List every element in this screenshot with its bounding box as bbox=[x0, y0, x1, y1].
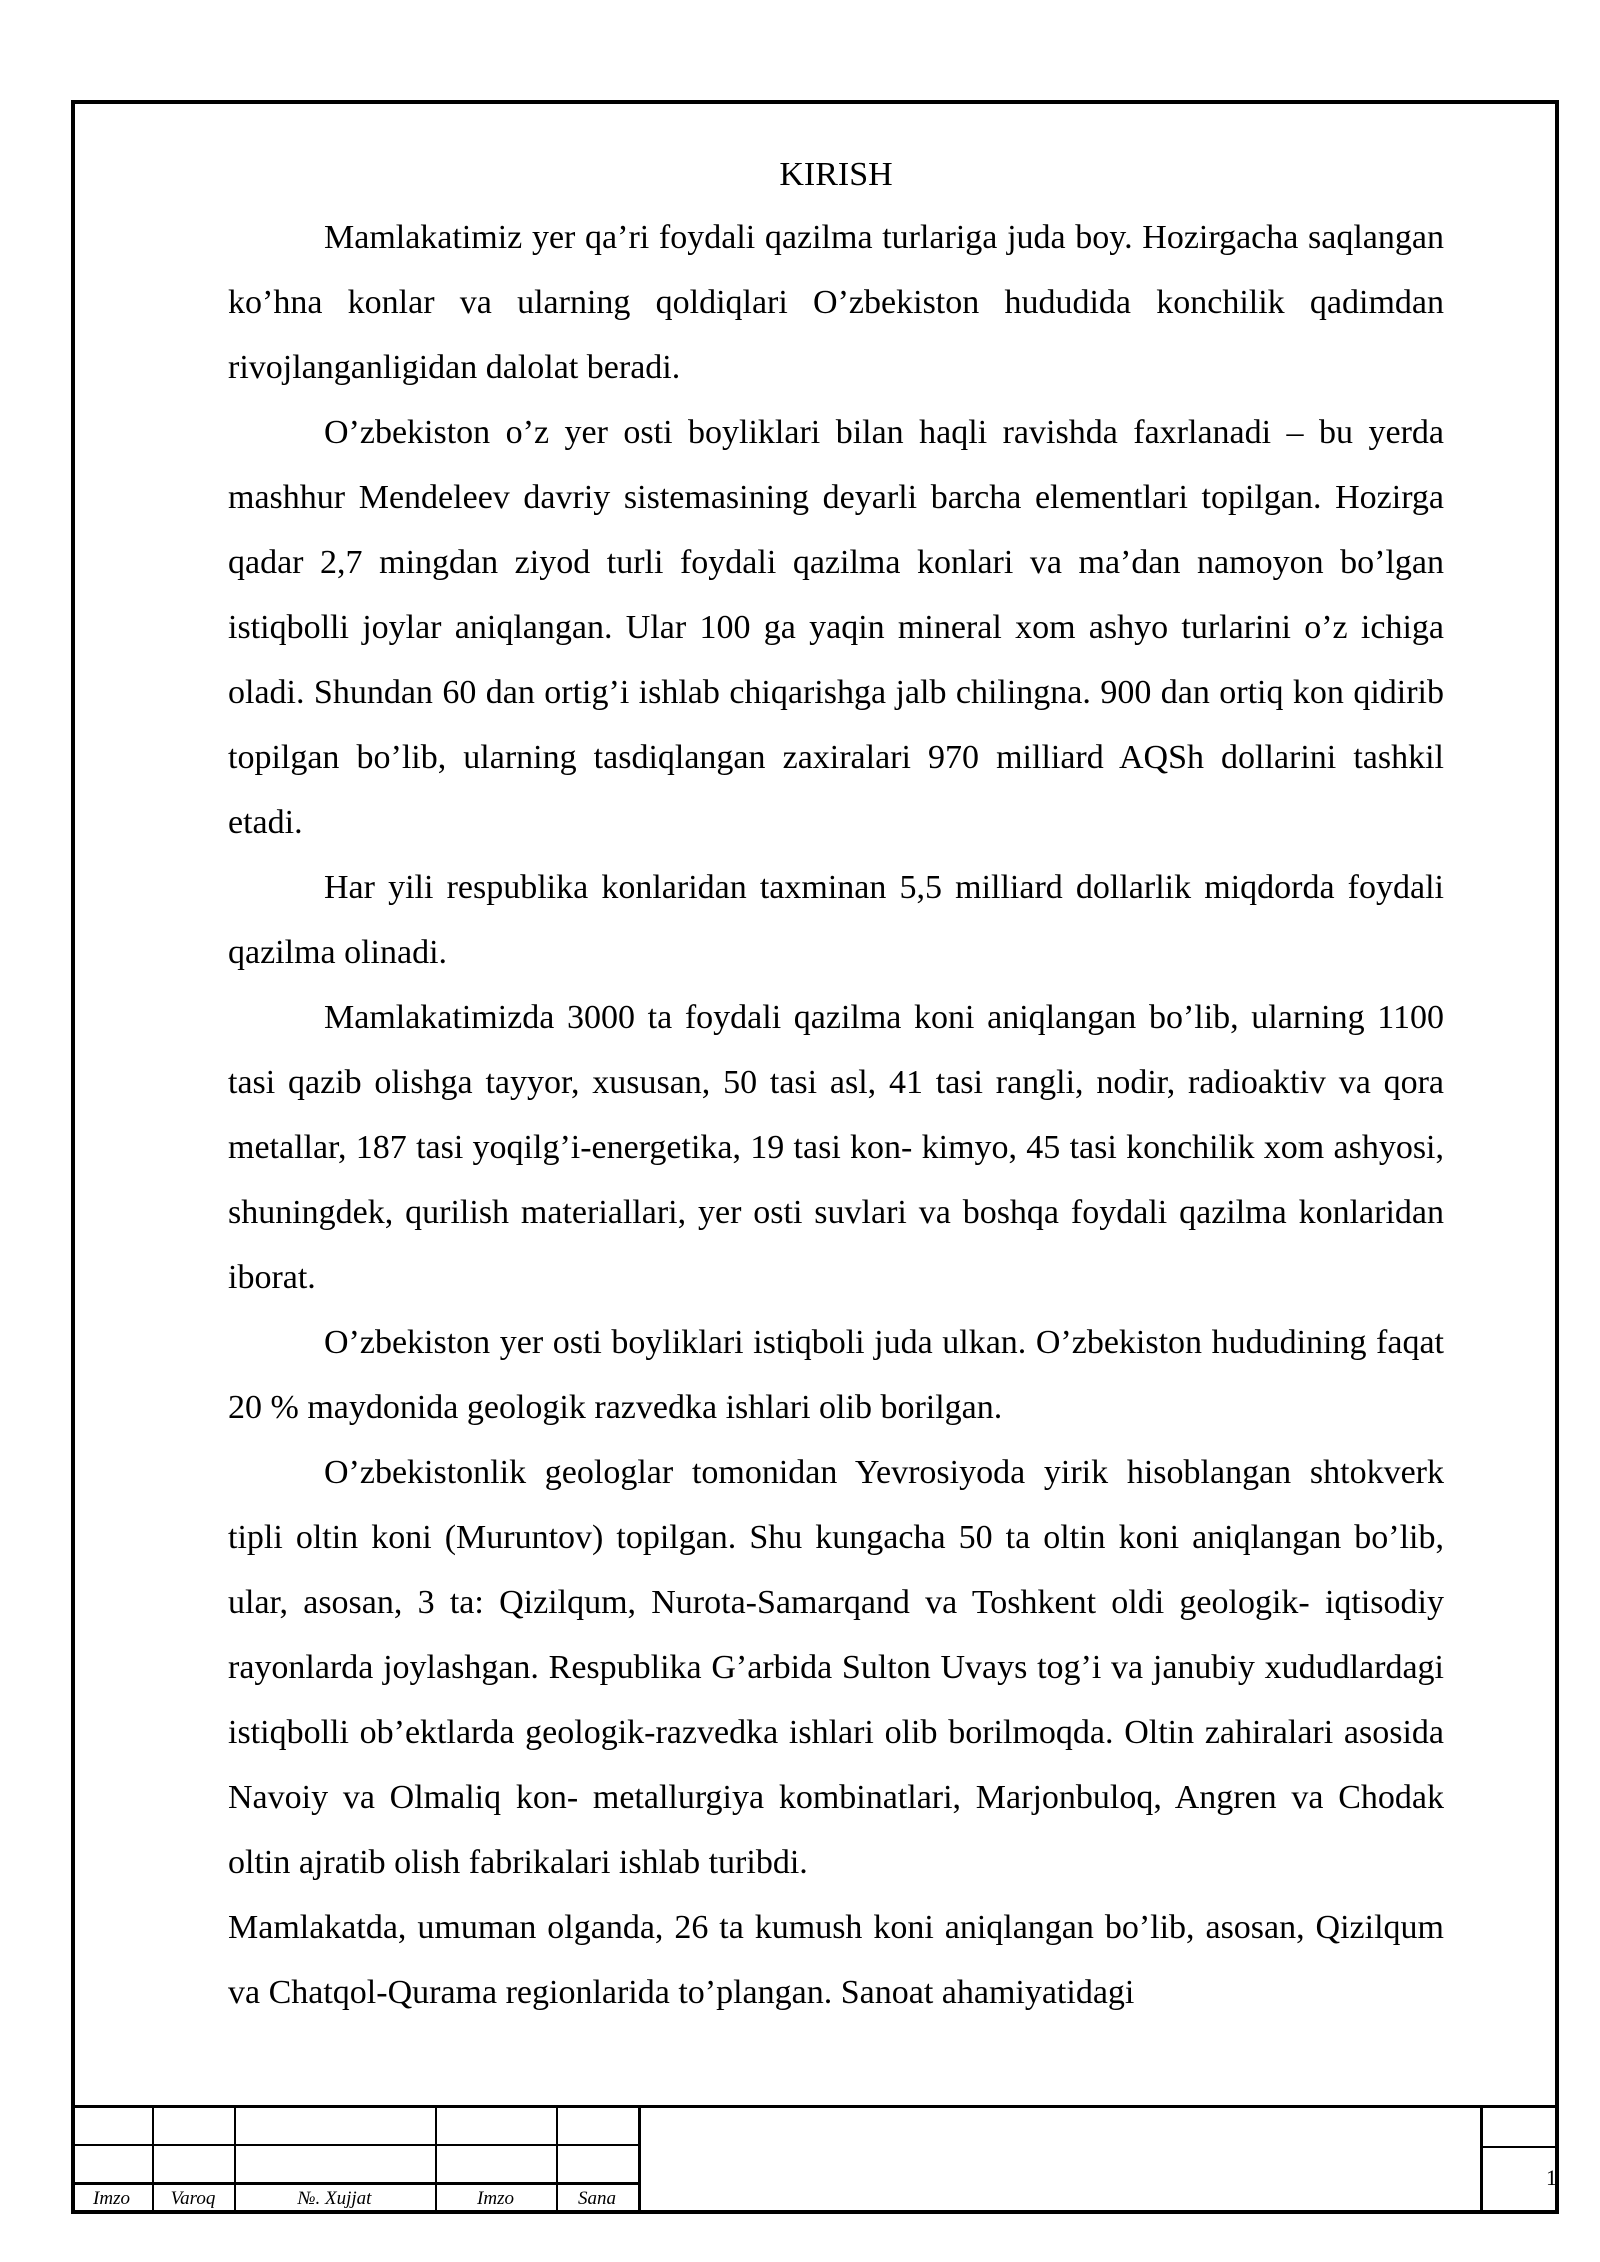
paragraph-5: O’zbekiston yer osti boyliklari istiqboli juda ulkan. O’zbekiston hududining faqat 20 % maydonida geologik razvedka ishlari olib borilgan. bbox=[228, 1324, 1444, 1426]
stamp-label-document-number: №. Xujjat bbox=[297, 2188, 372, 2209]
sheet-number-cell bbox=[1480, 2108, 1555, 2214]
document-heading: KIRISH bbox=[779, 156, 893, 193]
paragraph-6: O’zbekistonlik geologlar tomonidan Yevrosiyoda yirik hisoblangan shtokverk tipli oltin koni (Muruntov) topilgan. Shu kungacha 50 ta oltin koni aniqlangan bo’lib, ular, asosan, 3 ta: Qizilqum, Nurota-Samarqand va Toshkent oldi geologik- iqtisodiy rayonlarda joylashgan. Respublika G’arbida Sulton Uvays tog’i va janubiy xududlardagi istiqbolli ob’ektlarda geologik-razvedka ishlari olib borilmoqda. Oltin zahiralari asosida Navoiy va Olmaliq kon- metallurgiya kombinatlari, Marjonbuloq, Angren va Chodak oltin ajratib olish fabrikalari ishlab turibdi. bbox=[228, 1454, 1444, 1881]
page-number: 1 bbox=[1546, 2165, 1557, 2190]
paragraph-3: Har yili respublika konlaridan taxminan 5,5 milliard dollarlik miqdorda foydali qazilma olinadi. bbox=[228, 869, 1444, 971]
title-block-grid bbox=[71, 2108, 641, 2214]
stamp-label-date: Sana bbox=[578, 2188, 616, 2209]
stamp-label-sheet: Varoq bbox=[170, 2188, 216, 2209]
paragraph-2: O’zbekiston o’z yer osti boyliklari bilan haqli ravishda faxrlanadi – bu yerda mashhur Mendeleev davriy sistemasining deyarli barcha elementlari topilgan. Hozirga qadar 2,7 mingdan ziyod turli foydali qazilma konlari va ma’dan namoyon bo’lgan istiqbolli joylar aniqlangan. Ular 100 ga yaqin mineral xom ashyo turlarini o’z ichiga oladi. Shundan 60 dan ortig’i ishlab chiqarishga jalb chilingna. 900 dan ortiq kon qidirib topilgan bo’lib, ularning tasdiqlangan zaxiralari 970 milliard AQSh dollarini tashkil etadi. bbox=[228, 414, 1444, 841]
paragraph-4: Mamlakatimizda 3000 ta foydali qazilma koni aniqlangan bo’lib, ularning 1100 tasi qazib olishga tayyor, xususan, 50 tasi asl, 41 tasi rangli, nodir, radioaktiv va qora metallar, 187 tasi yoqilg’i-energetika, 19 tasi kon- kimyo, 45 tasi konchilik xom ashyosi, shuningdek, qurilish materiallari, yer osti suvlari va boshqa foydali qazilma konlaridan iborat. bbox=[228, 999, 1444, 1296]
paragraph-1: Mamlakatimiz yer qa’ri foydali qazilma turlariga juda boy. Hozirgacha saqlangan ko’hna konlar va ularning qoldiqlari O’zbekiston hududida konchilik qadimdan rivojlanganligidan dalolat beradi. bbox=[228, 219, 1444, 386]
paragraph-7: Mamlakatda, umuman olganda, 26 ta kumush koni aniqlangan bo’lib, asosan, Qizilqum va Chatqol-Qurama regionlarida to’plangan. Sanoat ahamiyatidagi bbox=[228, 1909, 1444, 2011]
stamp-label-signature: Imzo bbox=[93, 2188, 130, 2209]
sheet-number-divider bbox=[1483, 2146, 1558, 2148]
stamp-label-signature-2: Imzo bbox=[477, 2188, 514, 2209]
title-block bbox=[71, 2105, 1559, 2214]
document-body bbox=[228, 145, 1444, 2025]
